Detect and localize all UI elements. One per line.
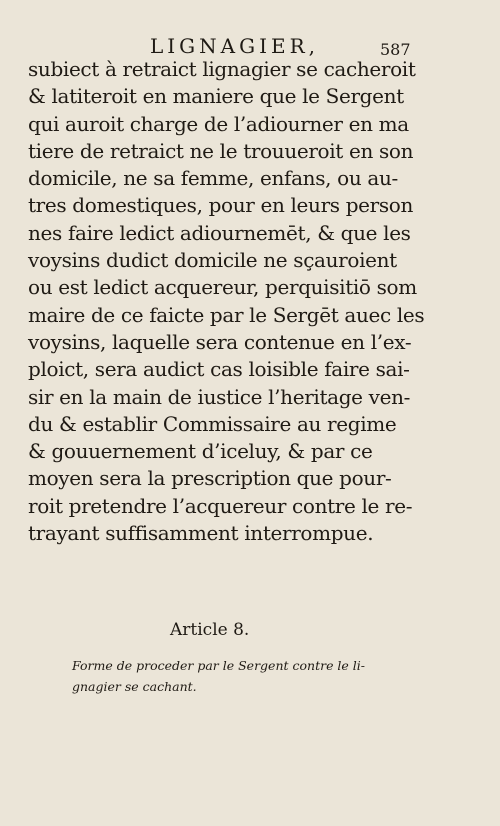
note-line: gnagier se cachant. — [72, 679, 197, 694]
text-line: nes faire ledict adiournemēt, & que les — [28, 220, 411, 245]
text-line: voysins, laquelle sera contenue en l’ex- — [28, 329, 412, 354]
text-line: domicile, ne sa femme, enfans, ou au- — [28, 166, 398, 191]
text-line: qui auroit charge de l’adiourner en ma — [28, 111, 409, 136]
page-number: 587 — [380, 40, 411, 59]
text-line: voysins dudict domicile ne sçauroient — [28, 248, 397, 273]
text-line: tres domestiques, pour en leurs person — [28, 193, 413, 218]
text-line: du & establir Commissaire au regime — [28, 411, 397, 436]
text-line: ploict, sera audict cas loisible faire sai- — [28, 357, 410, 382]
text-line: roit pretendre l’acquereur contre le re- — [28, 493, 413, 518]
text-line: trayant suffisamment interrompue. — [28, 521, 374, 546]
body-text — [28, 56, 428, 547]
note-line: Forme de proceder par le Sergent contre le li- — [72, 658, 366, 673]
text-line: sir en la main de iustice l’heritage ven- — [28, 384, 411, 409]
text-line: & gouuernement d’iceluy, & par ce — [28, 439, 373, 464]
text-line: tiere de retraict ne le trouueroit en son — [28, 138, 414, 163]
article-heading: Article 8. — [170, 620, 250, 640]
text-line: ou est ledict acquereur, perquisitiō som — [28, 275, 417, 300]
marginal-note — [72, 655, 372, 697]
text-line: subiect à retraict lignagier se cacheroit — [28, 57, 416, 81]
running-title: LIGNAGIER, — [150, 34, 319, 58]
text-line: & latiteroit en maniere que le Sergent — [28, 84, 404, 109]
text-line: moyen sera la prescription que pour- — [28, 466, 392, 491]
text-line: maire de ce faicte par le Sergēt auec les — [28, 302, 425, 327]
